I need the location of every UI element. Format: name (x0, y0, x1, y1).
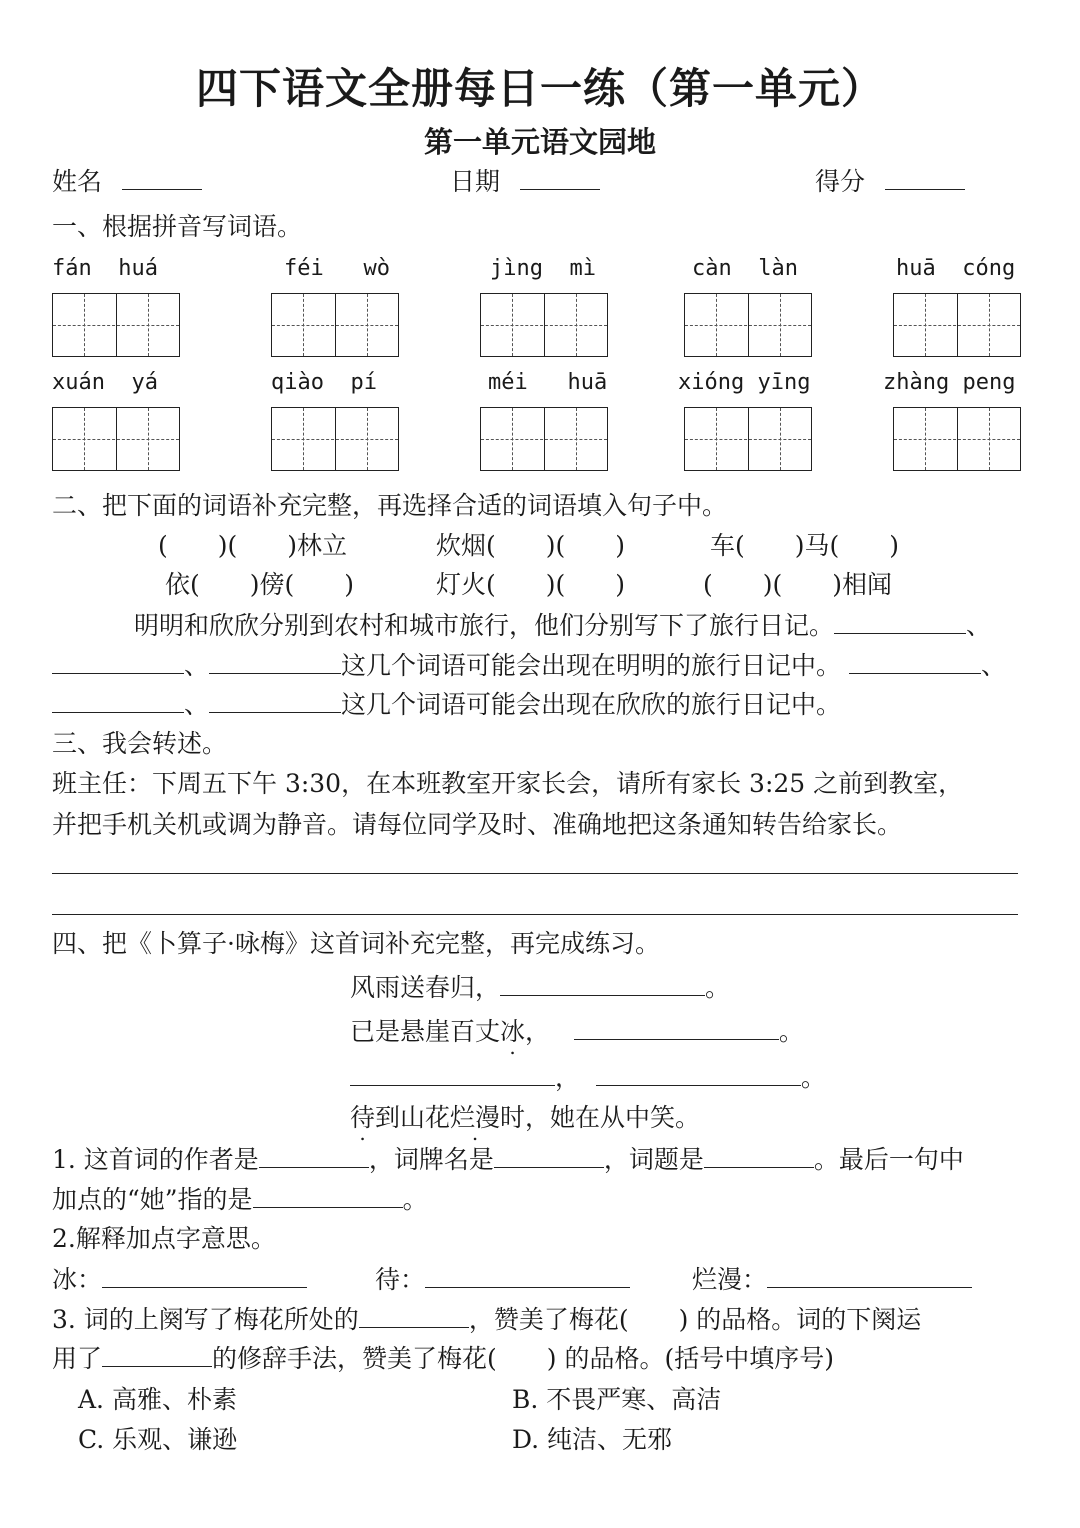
q2-sentence-3 (52, 690, 841, 720)
tianzige-box[interactable] (480, 407, 608, 471)
separator: 、 (184, 690, 210, 719)
pinyin-1-2: féi wò (284, 256, 390, 281)
idiom-fill[interactable]: ( )( )林立 (158, 531, 348, 560)
answer-blank[interactable] (704, 1145, 814, 1168)
tianzige-box[interactable] (684, 407, 812, 471)
separator: 、 (980, 651, 1006, 680)
punctuation: ， (555, 1063, 581, 1092)
tianzige-box[interactable] (271, 293, 399, 357)
answer-blank[interactable] (574, 1017, 779, 1040)
pinyin-1-4: càn làn (692, 256, 798, 281)
answer-blank[interactable] (102, 1344, 212, 1367)
tianzige-box[interactable] (52, 293, 180, 357)
answer-blank[interactable] (596, 1063, 801, 1086)
idiom-fill[interactable]: ( )( )相闻 (703, 570, 893, 599)
sub-text: 1. 这首词的作者是 (52, 1145, 259, 1174)
q3-heading: 三、我会转述。 (52, 729, 228, 758)
q3-notice-line-1: 班主任：下周五下午 3:30，在本班教室开家长会，请所有家长 3:25 之前到教室， (52, 769, 964, 798)
answer-blank[interactable] (259, 1145, 369, 1168)
pinyin-1-5: huā cóng (896, 256, 1016, 281)
pinyin-2-1: xuán yá (52, 370, 158, 395)
poem-text: 到山花 (375, 1103, 451, 1132)
punctuation: 。 (402, 1185, 428, 1214)
tianzige-box[interactable] (893, 293, 1021, 357)
poem-line-4 (350, 1103, 700, 1133)
answer-blank[interactable] (767, 1265, 972, 1288)
q4-sub2: 2.解释加点字意思。 (52, 1224, 276, 1253)
dotted-char: 烂漫 (450, 1103, 501, 1132)
pinyin-2-2: qiào pí (271, 370, 377, 395)
separator: 、 (184, 651, 210, 680)
q2-sentence-text: 明明和欣欣分别到农村和城市旅行，他们分别写下了旅行日记。 (134, 611, 835, 640)
pinyin-2-5: zhàng peng (883, 370, 1016, 395)
name-field (52, 167, 202, 197)
poem-line-2 (350, 1017, 804, 1047)
sub-text: 烂漫： (692, 1265, 768, 1294)
idiom-fill[interactable]: 车( )马( ) (710, 531, 900, 560)
q4-sub3-line2 (52, 1344, 834, 1374)
option-d: D. 纯洁、无邪 (512, 1425, 673, 1454)
sub-text: 冰： (52, 1265, 103, 1294)
answer-blank[interactable] (209, 690, 341, 713)
q2-sentence-1 (134, 611, 991, 641)
score-label: 得分 (815, 167, 866, 196)
sub-text: 用了 (52, 1344, 103, 1373)
sub-text: 加点的“她”指的是 (52, 1185, 253, 1214)
answer-blank[interactable] (102, 1265, 307, 1288)
q4-sub2-answers (52, 1265, 307, 1295)
q2-sentence-2 (52, 651, 1006, 681)
answer-blank[interactable] (350, 1063, 555, 1086)
q4-sub3-line1 (52, 1305, 921, 1335)
tianzige-box[interactable] (480, 293, 608, 357)
score-blank[interactable] (885, 167, 965, 190)
page-subtitle: 第一单元语文园地 (423, 125, 656, 159)
answer-line[interactable] (52, 914, 1018, 915)
poem-line-1 (350, 973, 730, 1003)
option-a: A. 高雅、朴素 (78, 1385, 237, 1414)
sub-text: 。最后一句中 (813, 1145, 964, 1174)
poem-text: 时，她在从中笑。 (500, 1103, 701, 1132)
punctuation: 。 (705, 973, 731, 1002)
date-blank[interactable] (520, 167, 600, 190)
answer-blank[interactable] (253, 1185, 403, 1208)
sub-text: ，词题是 (603, 1145, 704, 1174)
answer-blank[interactable] (52, 651, 184, 674)
q4-heading: 四、把《卜算子·咏梅》这首词补充完整，再完成练习。 (52, 929, 660, 958)
name-blank[interactable] (122, 167, 202, 190)
sub-text: 3. 词的上阕写了梅花所处的 (52, 1305, 359, 1334)
sub-text: 待： (375, 1265, 426, 1294)
punctuation: 。 (800, 1063, 826, 1092)
page-title: 四下语文全册每日一练（第一单元） (195, 64, 884, 113)
separator: 、 (966, 611, 992, 640)
sub-text: ，词牌名是 (368, 1145, 494, 1174)
answer-line[interactable] (52, 873, 1018, 874)
q3-notice-line-2: 并把手机关机或调为静音。请每位同学及时、准确地把这条通知转告给家长。 (52, 810, 903, 839)
q2-sentence-text: 这几个词语可能会出现在欣欣的旅行日记中。 (341, 690, 842, 719)
answer-blank[interactable] (500, 973, 705, 996)
q4-sub1-line2 (52, 1185, 428, 1215)
answer-blank[interactable] (494, 1145, 604, 1168)
dotted-char: 待 (350, 1103, 376, 1132)
idiom-fill[interactable]: 灯火( )( ) (436, 570, 626, 599)
poem-text: 风雨送春归， (350, 973, 501, 1002)
tianzige-box[interactable] (893, 407, 1021, 471)
date-label: 日期 (450, 167, 501, 196)
poem-line-3 (350, 1063, 826, 1093)
tianzige-box[interactable] (52, 407, 180, 471)
idiom-fill[interactable]: 依( )傍( ) (165, 570, 355, 599)
idiom-fill[interactable]: 炊烟( )( ) (436, 531, 626, 560)
answer-blank[interactable] (209, 651, 341, 674)
date-field (450, 167, 600, 197)
tianzige-box[interactable] (271, 407, 399, 471)
score-field (815, 167, 965, 197)
punctuation: 。 (778, 1017, 804, 1046)
answer-blank[interactable] (425, 1265, 630, 1288)
sub-text: ，赞美了梅花( ) 的品格。词的下阕运 (468, 1305, 922, 1334)
q4-sub2-answers (692, 1265, 972, 1295)
answer-blank[interactable] (849, 651, 981, 674)
poem-text: ， (525, 1017, 551, 1046)
pinyin-2-4: xióng yīng (678, 370, 811, 395)
q2-sentence-text: 这几个词语可能会出现在明明的旅行日记中。 (341, 651, 842, 680)
q1-heading: 一、根据拼音写词语。 (52, 212, 303, 241)
pinyin-1-1: fán huá (52, 256, 158, 281)
answer-blank[interactable] (52, 690, 184, 713)
tianzige-box[interactable] (684, 293, 812, 357)
q4-sub2-answers (375, 1265, 630, 1295)
dotted-char: 冰 (500, 1017, 526, 1046)
answer-blank[interactable] (359, 1305, 469, 1328)
q2-heading: 二、把下面的词语补充完整，再选择合适的词语填入句子中。 (52, 491, 728, 520)
poem-text: 已是悬崖百丈 (350, 1017, 501, 1046)
answer-blank[interactable] (834, 611, 966, 634)
option-c: C. 乐观、谦逊 (78, 1425, 238, 1454)
name-label: 姓名 (52, 167, 103, 196)
sub-text: 的修辞手法，赞美了梅花( ) 的品格。(括号中填序号) (212, 1344, 834, 1373)
option-b: B. 不畏严寒、高洁 (512, 1385, 722, 1414)
pinyin-1-3: jìng mì (490, 256, 596, 281)
pinyin-2-3: méi huā (488, 370, 608, 395)
q4-sub1-line1 (52, 1145, 964, 1175)
